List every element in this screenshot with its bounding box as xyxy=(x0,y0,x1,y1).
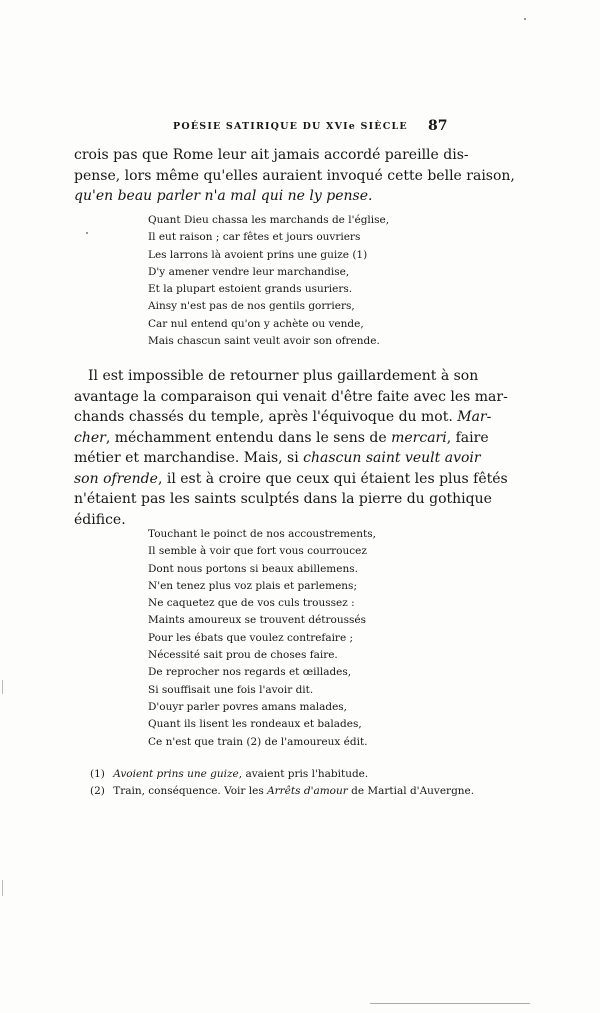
footnote-marker: (2) xyxy=(90,785,105,797)
footnote-marker: (1) xyxy=(90,768,105,780)
verse-line: Nécessité sait prou de choses faire. xyxy=(148,649,338,662)
text-line: crois pas que Rome leur ait jamais accordé pareille dis- xyxy=(74,147,469,163)
paragraph-commentary xyxy=(74,366,508,530)
verse-line: Pour les ébats que voulez contrefaire ; xyxy=(148,631,354,644)
text-line: édifice. xyxy=(74,511,126,528)
verse-line: D'ouyr parler povres amans malades, xyxy=(148,700,348,713)
verse-line: Ne caquetez que de vos culs troussez : xyxy=(148,597,355,610)
footnote-text: , avaient pris l'habitude. xyxy=(238,768,369,780)
verse-line: Maints amoureux se trouvent détroussés xyxy=(148,614,366,627)
text-line: son ofrende, il est à croire que ceux qui étaient les plus fêtés xyxy=(74,470,508,487)
footnote-term: Avoient prins une guize xyxy=(113,768,239,780)
verse-line: Mais chascun saint veult avoir son ofrende. xyxy=(148,335,380,348)
verse-line: Ce n'est que train (2) de l'amoureux édit. xyxy=(148,735,368,748)
text-line: avantage la comparaison qui venait d'être faite avec les mar- xyxy=(74,388,508,405)
text-line: Il est impossible de retourner plus gaillardement à son xyxy=(88,368,479,384)
verse-line: Et la plupart estoient grands usuriers. xyxy=(148,283,353,296)
scan-line xyxy=(370,1003,530,1004)
text-line: cher, méchamment entendu dans le sens de mercari, faire xyxy=(74,429,489,446)
footnotes xyxy=(90,766,474,800)
footnote-text: Train, conséquence. Voir les xyxy=(113,785,268,797)
text-line: pense, lors même qu'elles auraient invoqué cette belle raison, xyxy=(74,167,515,184)
text-line: métier et marchandise. Mais, si chascun saint veult avoir xyxy=(74,450,481,466)
verse-line: Touchant le poinct de nos accoustrements, xyxy=(148,528,376,540)
verse-line: N'en tenez plus voz plais et parlemens; xyxy=(148,579,357,592)
scan-speck xyxy=(524,18,526,20)
text-line-italic: qu'en beau parler n'a mal qui ne ly pense. xyxy=(74,188,373,204)
text-line: chands chassés du temple, après l'équivoque du mot. Mar- xyxy=(74,409,492,425)
verse-line: Quant ils lisent les rondeaux et balades, xyxy=(148,718,362,731)
verse-line: Ainsy n'est pas de nos gentils gorriers, xyxy=(148,300,355,313)
verse-line: Car nul entend qu'on y achète ou vende, xyxy=(148,317,364,330)
scan-mark xyxy=(2,880,3,896)
verse-line: Les larrons là avoient prins une guize (1) xyxy=(148,248,368,261)
poem-accoutrements xyxy=(148,526,376,751)
verse-line: De reprocher nos regards et œillades, xyxy=(148,666,352,679)
scan-speck xyxy=(86,232,88,234)
footnote-title: Arrêts d'amour xyxy=(267,785,348,797)
footnote-2 xyxy=(90,783,474,800)
verse-line: Si souffisait une fois l'avoir dit. xyxy=(148,683,314,696)
footnote-text: de Martial d'Auvergne. xyxy=(347,785,475,797)
running-title: POÉSIE SATIRIQUE DU XVIe SIÈCLE xyxy=(173,121,408,132)
verse-line: Il eut raison ; car fêtes et jours ouvriers xyxy=(148,231,361,244)
text-line: n'étaient pas les saints sculptés dans la pierre du gothique xyxy=(74,491,492,507)
verse-line: Quant Dieu chassa les marchands de l'église, xyxy=(148,214,390,226)
poem-merchants xyxy=(148,212,389,350)
verse-line: D'y amener vendre leur marchandise, xyxy=(148,265,350,278)
verse-line: Il semble à voir que fort vous courroucez xyxy=(148,545,367,558)
footnote-1 xyxy=(90,766,474,783)
scan-mark xyxy=(2,680,3,694)
verse-line: Dont nous portons si beaux abillemens. xyxy=(148,562,358,575)
page-number: 87 xyxy=(428,118,448,134)
paragraph-continuation xyxy=(74,145,515,207)
